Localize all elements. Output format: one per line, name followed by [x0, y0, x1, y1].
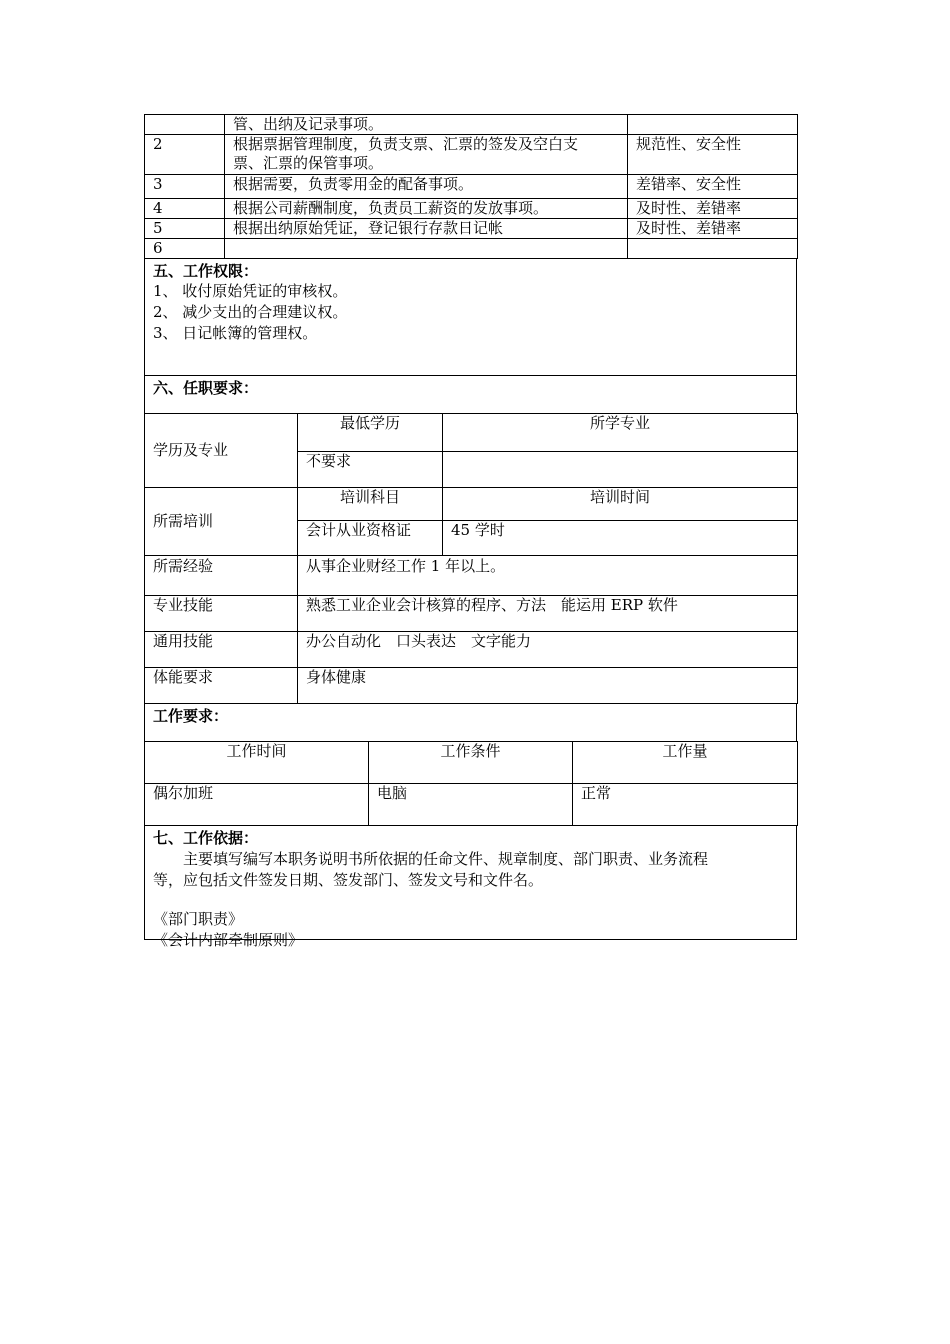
duty-standard: [628, 115, 798, 135]
min-education-value: 不要求: [298, 452, 443, 488]
table-row: [145, 556, 798, 596]
duty-number: 5: [145, 219, 225, 239]
duty-standard: 规范性、安全性: [628, 135, 798, 175]
requirements-title-row: [144, 376, 797, 414]
requirements-table: [144, 413, 798, 704]
duty-description: 根据公司薪酬制度，负责员工薪资的发放事项。: [225, 199, 628, 219]
basis-doc: 《部门职责》: [153, 910, 244, 928]
work-requirements-table: [144, 741, 798, 826]
table-row: [145, 596, 798, 632]
experience-value: 从事企业财经工作 1 年以上。: [298, 556, 798, 596]
authority-item: 2、 减少支出的合理建议权。: [153, 303, 348, 321]
table-row: [145, 488, 798, 521]
training-time-value: 45 学时: [443, 521, 798, 556]
table-row: [145, 219, 798, 239]
duty-description: [225, 239, 628, 259]
duty-description: 根据需要，负责零用金的配备事项。: [225, 175, 628, 199]
work-condition-value: 电脑: [369, 784, 573, 826]
basis-text: 等，应包括文件签发日期、签发部门、签发文号和文件名。: [153, 871, 544, 889]
major-value: [443, 452, 798, 488]
table-row: [145, 239, 798, 259]
duty-standard: [628, 239, 798, 259]
table-row: [145, 632, 798, 668]
duty-description: 根据票据管理制度，负责支票、汇票的签发及空白支 票、汇票的保管事项。: [225, 135, 628, 175]
skill-label: 专业技能: [145, 596, 298, 632]
table-row: [145, 175, 798, 199]
duty-number: 2: [145, 135, 225, 175]
general-skill-value: 办公自动化 口头表达 文字能力: [298, 632, 798, 668]
spacer: [153, 890, 788, 908]
training-label: 所需培训: [145, 488, 298, 556]
job-description-document: [144, 114, 797, 949]
duty-standard: 及时性、差错率: [628, 199, 798, 219]
education-label: 学历及专业: [145, 414, 298, 488]
authority-section: [144, 259, 797, 376]
authority-item: 1、 收付原始凭证的审核权。: [153, 282, 348, 300]
duties-table: [144, 114, 798, 259]
min-education-header: 最低学历: [298, 414, 443, 452]
training-subject-header: 培训科目: [298, 488, 443, 521]
physical-value: 身体健康: [298, 668, 798, 704]
work-requirements-title-row: [144, 704, 797, 742]
table-row: [145, 742, 798, 784]
major-header: 所学专业: [443, 414, 798, 452]
duty-number: [145, 115, 225, 135]
table-row: [145, 135, 798, 175]
physical-label: 体能要求: [145, 668, 298, 704]
duty-number: 6: [145, 239, 225, 259]
section-title: 工作要求：: [153, 707, 229, 725]
duty-description: 根据出纳原始凭证，登记银行存款日记帐: [225, 219, 628, 239]
duty-number: 4: [145, 199, 225, 219]
training-subject-value: 会计从业资格证: [298, 521, 443, 556]
table-row: [145, 199, 798, 219]
authority-item: 3、 日记帐簿的管理权。: [153, 324, 318, 342]
work-time-value: 偶尔加班: [145, 784, 369, 826]
workload-header: 工作量: [573, 742, 798, 784]
section-title: 五、工作权限：: [153, 262, 259, 280]
table-row: [145, 668, 798, 704]
experience-label: 所需经验: [145, 556, 298, 596]
basis-doc: 《会计内部牵制原则》: [153, 931, 304, 949]
work-time-header: 工作时间: [145, 742, 369, 784]
general-skill-label: 通用技能: [145, 632, 298, 668]
training-time-header: 培训时间: [443, 488, 798, 521]
duty-number: 3: [145, 175, 225, 199]
duty-description: 管、出纳及记录事项。: [225, 115, 628, 135]
table-row: [145, 115, 798, 135]
skill-value: 熟悉工业企业会计核算的程序、方法 能运用 ERP 软件: [298, 596, 798, 632]
work-condition-header: 工作条件: [369, 742, 573, 784]
table-row: [145, 784, 798, 826]
workload-value: 正常: [573, 784, 798, 826]
section-title: 七、工作依据：: [153, 829, 259, 847]
duty-standard: 差错率、安全性: [628, 175, 798, 199]
section-title: 六、任职要求：: [153, 379, 259, 397]
duty-standard: 及时性、差错率: [628, 219, 798, 239]
table-row: [145, 414, 798, 452]
basis-section: [144, 826, 797, 949]
basis-text: 主要填写编写本职务说明书所依据的任命文件、规章制度、部门职责、业务流程: [183, 850, 709, 868]
